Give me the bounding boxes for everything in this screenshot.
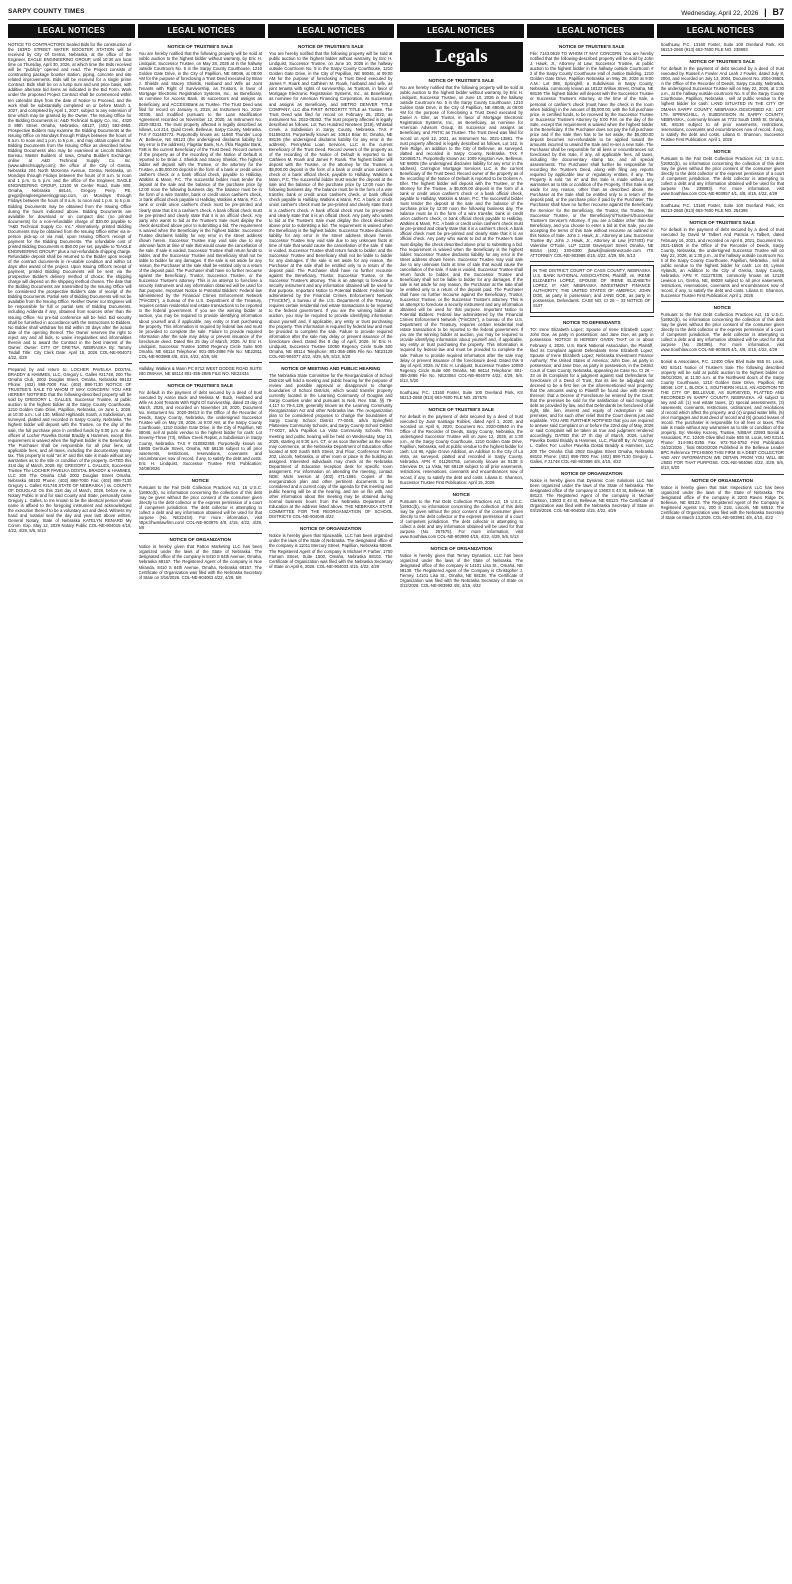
notice-text: Notice is hereby given that Patton Marketing LLC has been organized under the laws of the State of Nebraska. The designated office of the company is 8410 S 64th Avenue, Omaha, Nebraska 68157. The Registered Agent of the company is Noe Miranda, 8410 S 64th Avenue, Omaha, Nebraska 68157. The Certificate of Organization was filed with the Nebraska Secretary of State on 3/16/2026. COL-NE-904063 4/22, 4/29, 5/6 [138,544,262,580]
legal-notice [139,383,263,471]
notice-text: Prepared by and return to: LOCHER PAVELKA DOSTAL BRADDY & HAMMES, LLC, Gregory L. Galles #21748, 200 The Omaha Club, 2002 Douglas Street, Omaha, Nebraska 68102 Phone: (402) 898-7000 Fax: (402) 898-7130 NOTICE OF TRUSTEE'S SALE TO WHOM IT MAY CONCERN: YOU ARE HEREBY NOTIFIED that the following-described property will be sold by GREGORY L. GALLES, Successor Trustee, at public auction to the highest bidder at the Sarpy County Courthouse, 1210 Golden Gate Drive, Papillion, Nebraska, on June 1, 2026, at 10:30 a.m.: Lot 130, Millard Highlands South, a Subdivision, as surveyed, platted and recorded in Sarpy County, Nebraska. The highest bidder will deposit with the Trustee, on the day of the sale, the full purchase price in certified funds by 5:00 p.m. at the offices of Locher Pavelka Dostal Braddy & Hammes, except this requirement is waived when the highest bidder is the Beneficiary. The Purchaser shall be responsible for all prior liens, all applicable fees, and all taxes, including the documentary stamp tax. This property is sold "as is" and this sale is made without any warranties as to the title or condition of the property. DATED this 31st day of March, 2026. By: GREGORY L. GALLES, Successor Trustee The LOCHER PAVELKA DOSTAL BRADDY & HAMMES, LLC 200 The Omaha Club 2002 Douglas Street Omaha, Nebraska 68102 Phone: (402) 898-7000 Fax: (402) 898-7130 Gregory L. Galles #21748 STATE OF NEBRASKA ) ss. COUNTY OF DOUGLAS On this 31st day of March, 2026, before me, a Notary Public in and for said County and State, personally came Gregory L. Galles, to me known to be the identical person whose name is affixed to the foregoing instrument and acknowledged the execution thereof to be a voluntary act and deed. Witness my hand and notarial seal the day and year last above written. General Notary, State of Nebraska KATELYN RENARD My Comm. Exp. May 12, 2029 Notary Public COL-NE-904015 4/15, 4/22, 4/29, 5/6, 5/13 [8,366,132,534]
legal-notice [139,366,263,376]
legal-notice [661,359,785,470]
notice-text: SouthLaw, P.C. 13160 Foster, Suite 100 Overland Park, KS 66213-2660 (913) 663-7600 FILE NO. 257575 [399,389,523,400]
notice-heading: NOTICE OF TRUSTEE'S SALE [298,44,364,49]
notice-text: Bonial & Associates, P.C. 12400 Olive Blvd Suite 555 St. Louis, MO 63141 Notice of Trustee's Sale The following described property will be sold at public auction to the highest bidder on 06/01/2026, at 11:00 a.m. at the Northwest doors of the Sarpy County Courthouse, 1210 Golden Gate Drive, Papillion, NE 68046: LOT 1, BLOCK 1, SOUTHERN HILLS, AN ADDITION TO THE CITY OF BELLEVUE, AS SURVEYED, PLATTED AND RECORDED IN SARPY COUNTY, NEBRASKA. All subject to any and all: (1) real estate taxes, (2) special assessments, (3) easements, covenants, restrictions, ordinances, and resolutions of record which affect the property, and (4) unpaid water bills, (5) prior mortgages and trust deed of record and (6) ground leases of record. The purchaser is responsible for all fees or taxes. This sale is made without any warranties as to title or condition of the property. By: Wesley Kozeny, Trustee, NSBA# 22593 Bonial & Associates, P.C. 12400 Olive Blvd Suite 555 St. Louis, MO 63141 Phone: 314-991-0255 Fax: 972-764-5752 First Publication 04/22/2026 , final 05/20/2026 Published in the Bellevue Leader BPC Reference TPCHS000 THIS FIRM IS A DEBT COLLECTOR AND ANY INFORMATION WE OBTAIN FROM YOU WILL BE USED FOR THAT PURPOSE. COL-NE-904066 4/22, 4/29, 5/6, 5/13, 5/20 [660,359,784,471]
section-header: LEGAL NOTICES [657,24,784,38]
notice-text: Notice is hereby given that S&K Inspections LLC has been organized under the laws of the State of Nebraska. The designated office of the company is 2203 Raven Ridge Dr, Bellevue, NE 68123. The Registered Agent of the Company is Registered Agents Inc, 200 S 21st, Lincoln, NE 68510. The Certificate of Organization was filed with the Nebraska Secretary of State on March 13,2026. COL-NE-903991 4/8, 4/15, 4/22 [660,484,784,520]
legal-notice [269,44,393,359]
legal-notice [8,42,132,360]
notice-text: Notice is hereby given that Terney Dynamics, LLC has been organized under the laws of the State of Nebraska. The designated office of the company is 14101 Lisa St., Omaha, NE 68138. The Registered Agent of the Company is Christopher J. Tierney, 14101 Lisa St., Omaha, NE 68138. The Certificate of Organization was filed with the Nebraska Secretary of State on 3/12/2026. COL-NE-903992 4/8, 4/15, 4/22 [399,553,523,589]
notice-heading: NOTICE [191,477,209,483]
notice-heading: NOTICE OF TRUSTEE'S SALE [167,44,233,49]
legal-notice [530,265,654,313]
notice-divider [139,533,263,534]
notice-heading: NOTICE OF ORGANIZATION [300,526,362,532]
legal-notice [661,59,785,142]
section-header: LEGAL NOTICES [268,24,395,38]
notice-text: SouthLaw, P.C. 13160 Foster, Suite 100 Overland Park, KS 66213-2660 (913) 663-7600 FILE NO. 238993 [660,42,784,53]
notice-heading: NOTICE OF TRUSTEE'S SALE [689,220,755,226]
legals-banner: Legals [400,42,524,72]
notice-heading: NOTICE [713,148,731,154]
notice-divider [661,216,785,217]
notice-text: NOTICE TO CONTRACTORS Sealed Bids for the construction of the 183RD STREET WATER BOOSTER STATION will be received by City Of Gretna, Nebraska, at the office of the Engineer, EAGLE ENGINEERING GROUP, until 10:30 am local time on Thursday, April 30, 2026, at which time the Bids received will be "publicly" opened and read. The Project consists of constructing package booster station, piping, concrete and site related improvements. Bids will be received for a single prime Contract. Bids shall be on a lump sum and unit price basis, with additive alternate bid items as indicated in the Bid Form. Work under the proposed Project Contract shall be commenced within ten calendar days from the date of Notice to Proceed, and the work shall be substantially completed on or before March 1, 2027, and completed by April 1, 2027, subject to any extension of time which may be granted by the Owner. The Issuing Office for the Bidding Documents is: A&D Technical Supply Co. Inc., 4320 S 89th Street Omaha, Nebraska, 68127, (402) 592-4950. Prospective Bidders may examine the Bidding Documents at the Issuing Office on Mondays through Fridays between the hours of 8 a.m. to noon and 1 p.m. to 5 p.m., and may obtain copies of the Bidding Documents from the Issuing Office as described below. Bidding Documents also may be examined at Lincoln Builders Bureau, Master Builders of Iowa, Omaha Builders Exchange; online at A&D Technical Supply Co. Inc. (www.adtechsupply.com); the office of the City of Gretna, Nebraska 204 North McKenna Avenue, Gretna, Nebraska, on Mondays through Fridays between the hours of 8 a.m. to noon and 1 p.m. to 5 p.m. and the office of the Engineer, EAGLE ENGINEERING GROUP, 12100 W Center Road, Suite 800, Omaha, Nebraska 68144, Gregory Perry, PE, gregp@eagleengineeringgroup.com, on Mondays through Fridays between the hours of 8 a.m. to noon and 1 p.m. to 5 p.m. Bidding Documents may be obtained from the Issuing Office during the hours indicated above. Bidding Documents are available for download or on compact disc (no printed documents) for a non-refundable charge of $20.00 payable to "A&D Technical Supply Co. Inc." Alternatively, printed Bidding Documents may be obtained from the Issuing Office either via in-person pick-up or via mail, upon Issuing Office's receipt of payment for the Bidding Documents. The refundable cost of printed Bidding Documents is $50.00 per set, payable to "EAGLE ENGINEERING GROUP," plus a non-refundable shipping charge. Refundable deposit shall be returned to the Bidder upon receipt of the contract documents in re-usable condition and within 14 days after award of the project. Upon Issuing Office's receipt of payment, printed Bidding Documents will be sent via the prospective Bidder's delivery method of choice; the shipping charge will depend on the shipping method chosen. The date that the Bidding Documents are transmitted by the Issuing Office will be considered the prospective Bidder's date of receipt of the Bidding Documents. Partial sets of Bidding Documents will not be available from the Issuing Office. Neither Owner nor Engineer will be responsible for full or partial sets of Bidding Documents, including Addenda if any, obtained from sources other than the Issuing Office. No pre-bid conference will be held. Bid security shall be furnished in accordance with the Instructions to Bidders. No Bidder shall withdraw his Bid within 30 days after the actual date of the opening thereof. The Owner reserves the right to reject any and all bids, to waive irregularities and informalities therein and to award the Contract in the best interest of the Owner. Owner: CITY OF GRETNA, NEBRASKA By: Tammy Tisdall Title: City Clerk Date: April 15, 2026 COL-NE-904073 4/22, 4/29 [8,42,132,360]
notice-text: Pursuant to the Fair Debt Collection Practices Act, 15 U.S.C. §1692c(b), no information concerning the collection of this debt may be given without the prior consent of the consumer given directly to the debt collector or the express permission of a court of competent jurisdiction. The debt collector is attempting to collect a debt and any information obtained will be used for that purpose (No. 257575). For more information, visit www.Southlaw.com COL-NE-903990 4/15, 4/22, 4/29, 5/6, 5/13 [399,498,523,539]
notice-heading: NOTICE OF TRUSTEE'S SALE [428,78,494,83]
notice-text: You are hereby notified that the following property will be sold at public auction to the highest bidder without warranty, by Eric H. Lindquist, Successor Trustee, on June 10, 2026 in the hallway outside Courtroom No. 5 in the Sarpy County Courthouse, 1210 Golden Gate Drive, in the City of Papillion, NE 68046, at 09:00 AM for the purpose of foreclosing a Trust Deed executed by James F. Roark and Cathleen M. Roark, husband and wife, as joint tenants with rights of survivorship, as Trustors, in favor of Mortgage Electronic Registration Systems, Inc., as Beneficiary, as nominee for American Financing Corporation, its successors and assigns as Beneficiary, and METRO DENVER TITLE COMPANY, LLC dba FIRST INTEGRITY TITLE as Trustee. The Trust Deed was filed for record on February 25, 2022, as Instrument No. 2022-05362. The trust property affected is legally described as follows, Lot Two Hundred Nineteen (219), Whitetail Creek, a Subdivision in Sarpy County, Nebraska. TAX # 011594234. Purportedly known as: 10614 Briar St, Omaha, NE 68136 (the undersigned disclaims liability for any error in the address). PennyMac Loan Services, LLC is the current Beneficiary of the Trust Deed. Record owners of the property as of the recording of the Notice of Default is reported to be Cathleen M. Roark and James F. Roark. The highest bidder will deposit with the Trustee, or the attorney for the Trustee, a $5,000.00 deposit in the form of a bank or credit union cashier's check or a bank official check, payable to Halliday, Watkins & Mann, P.C. The successful bidder must tender the deposit at the sale and the balance of the purchase price by 12:00 noon the following business day. The balance must be in the form of a wire transfer, bank or credit union cashier's check, or bank official check payable to Halliday, Watkins & Mann, P.C. A bank or credit union cashier's check must be pre-printed and clearly state that it is a cashier's check. A bank official check must be pre-printed and clearly state that it is an official check. Any party who wants to bid at the Trustee's Sale must display the check described above prior to submitting a bid. The requirement is waived when the Beneficiary is the highest bidder. Successor Trustee disclaims liability for any error in the street address shown herein. Successor Trustee may void sale due to any unknown facts at time of sale that would cause the cancellation of the sale. If sale is voided, Successor Trustee shall return funds to bidder, and the Successor Trustee and Beneficiary shall not be liable to bidder for any damages. If the sale is set aside for any reason, the Purchaser at the sale shall be entitled only to a return of the deposit paid. The Purchaser shall have no further recourse against the Beneficiary, Trustor, Successor Trustee, or the Successor Trustee's attorney. This is an attempt to foreclose a security instrument and any information obtained will be used for that purpose. Important Notice to Potential Bidders: Federal law administered by the Financial Crimes Enforcement Network ("FinCEN"), a bureau of the U.S. Department of the Treasury, requires certain residential real estate transactions to be reported to the federal government. If you are the winning bidder at auction, you may be required to provide identifying information about yourself and, if applicable, any entity or trust purchasing the property. This information is required by federal law and must be provided to complete the sale. Failure to provide required information after the sale may delay or prevent issuance of the foreclosure deed. Dated this 8 day of April, 2026. /s/ Eric H. Lindquist, Successor Trustee 10050 Regency Circle Suite 500 Omaha, NE 68114 Telephone: 801-355-2886 File No. NE23129 COL-NE-904077 4/22, 4/29, 5/6, 5/13, 5/20 [269,51,393,359]
legal-notice [400,390,524,400]
notice-divider [530,316,654,317]
notice-heading: NOTICE OF TRUSTEE'S SALE [167,383,233,388]
section-header: LEGAL NOTICES [527,24,654,38]
notice-divider [530,261,654,262]
notice-heading: NOTICE [452,491,470,497]
notice-heading: NOTICE OF ORGANIZATION [430,546,492,552]
notice-text: Pursuant to the Fair Debt Collection Practices Act, 15 U.S.C. §1692c(b), no information concerning the collection of this debt may be given without the prior consent of the consumer given directly to the debt collector or the express permission of a court of competent jurisdiction. The debt collector is attempting to collect a debt and any information obtained will be used for that purpose (No. 238993). For more information, visit www.Southlaw.com COL-NE-903957 4/1, 4/8, 4/15, 4/22, 4/29 [660,155,784,197]
notice-text: Notice is hereby given that Spaceable, LLC has been organized under the laws of the State of Nebraska. The designated office of the company is 11011 Mercury Street, Papillion, Nebraska 68046. The Registered Agent of the company is Michael P. Farber, 1700 Farnam Street, Suite 1500, Omaha, Nebraska 68102. The Certificate of Organization was filed with the Nebraska Secretary of State on April 6, 2026. COL-NE-904033 4/15, 4/22, 4/29 [269,533,393,569]
legal-notice [661,42,785,52]
notice-divider [269,362,393,363]
section-header: LEGAL NOTICES [8,24,135,38]
legal-notice [530,44,654,258]
column-2 [139,42,263,1578]
legal-notice [661,220,785,298]
notice-text: For default in the payment of debt secured by a deed of trust executed by Juan Santiago Robles, dated April 1, 2020, and recorded on April 6, 2020, Document No. 2020-08540 in the Office of the Recorder of Deeds, Sarpy County, Nebraska, the undersigned Successor Trustee will on June 12, 2026, at 1:30 p.m., at the Sarpy County Courthouse, 1210 Golden Gate Drive, Papillion, Nebraska, sell at public vendue to the highest bidder for cash: Lot 96, Apple Grove Addition, an Addition to the City of La Vista, as surveyed, platted and recorded in Sarpy County, Nebraska. APN #: 011294755, commonly known as 9138 S Glenview Dr, La Vista, NE 68128 subject to all prior easements, restrictions, reservations, covenants and encumbrances now of record, if any, to satisfy the debt and costs. Liliana E. Shannon, Successor Trustee First Publication: April 15, 2026 [399,413,523,485]
masthead [8,6,784,20]
legal-notice [139,478,263,530]
legal-notice [400,492,524,539]
notice-divider [139,474,263,475]
legal-notice [139,44,263,359]
legal-notice [269,366,393,519]
notice-text: You are hereby notified that the following property will be sold at public auction to the highest bidder without warranty, by Eric H. Lindquist, Successor Trustee, on May 28, 2026 at in the hallway outside Courtroom No. 5 in the Sarpy County Courthouse, 1210 Golden Gate Drive, in the City of Papillion, NE 68046, at 08:00 AM for the purpose of foreclosing a Trust Deed executed by Brian J. Shields and Stacey Shields, Husband and Wife as Joint Tenants with Right of Survivorship, as Trustors, in favor of Mortgage Electronic Registration Systems, Inc., as Beneficiary, as nominee for Access Bank, its successors and assigns as Beneficiary, and ACCESSBank as Trustee. The Trust Deed was filed for record on January 4, 2018, as Instrument No. 2018-00336, and modified pursuant to the Loan Modification Agreement recorded on November 12, 2020, as Instrument No. 2020-38243. The trust property affected is legally described as follows, Lot 214, Quail Creek, Bellevue, Sarpy County, Nebraska. TAX # 011483772. Purportedly known as: 11660 Thunder Loop W, Bellevue, NE 68123 (the undersigned disclaims liability for any error in the address). Flagstar Bank, N.A. f/k/a Flagstar Bank, FSB is the current Beneficiary of the Trust Deed. Record owners of the property as of the recording of the Notice of Default is reported to be Brian J. Shields and Stacey Shields. The highest bidder will deposit with the Trustee, or the attorney for the Trustee, a $5,000.00 deposit in the form of a bank or credit union cashier's check or a bank official check, payable to Halliday, Watkins & Mann, P.C. The successful bidder must tender the deposit at the sale and the balance of the purchase price by 12:00 noon the following business day. The balance must be in the form of a wire transfer, bank or credit union cashier's check, or bank official check payable to Halliday, Watkins & Mann, P.C. A bank or credit union cashier's check must be pre-printed and clearly state that it is a cashier's check. A bank official check must be pre-printed and clearly state that it is an official check. Any party who wants to bid at the Trustee's Sale must display the check described above prior to submitting a bid. The requirement is waived when the Beneficiary is the highest bidder. Successor Trustee disclaims liability for any error in the street address shown herein. Successor Trustee may void sale due to any unknown facts at time of sale that would cause the cancellation of the sale. If sale is voided, Successor Trustee shall return funds to bidder, and the Successor Trustee and Beneficiary shall not be liable to bidder for any damages. If the sale is set aside for any reason, the Purchaser at the sale shall be entitled only to a return of the deposit paid. The Purchaser shall have no further recourse against the Beneficiary, Trustor, Successor Trustee, or the Successor Trustee's attorney. This is an attempt to foreclose a security instrument and any information obtained will be used for that purpose. Important Notice to Potential Bidders: Federal law administered by the Financial Crimes Enforcement Network ("FinCEN"), a bureau of the U.S. Department of the Treasury, requires certain residential real estate transactions to be reported to the federal government. If you are the winning bidder at auction, you may be required to provide identifying information about yourself and, if applicable, any entity or trust purchasing the property. This information is required by federal law and must be provided to complete the sale. Failure to provide required information after the sale may delay or prevent issuance of the foreclosure deed. Dated this 25 day of March, 2026. /s/ Eric H. Lindquist, Successor Trustee 10050 Regency Circle Suite 500 Omaha, NE 68114 Telephone: 801-355-2886 File No: NE22811 COL-NE-903988 4/8, 4/15, 4/22, 4/29, 5/6 [138,51,262,359]
notice-heading: NOTICE TO DEFENDANTS [562,320,621,326]
column-5 [530,42,654,1578]
notice-divider [139,379,263,380]
notice-divider [400,386,524,387]
notice-heading: NOTICE OF ORGANIZATION [691,477,753,483]
section-header: LEGAL NOTICES [397,24,524,38]
notice-text: File: 7143.0619 TO WHOM IT MAY CONCERN: You are hereby notified that the following-described property will be sold by John J. Hawk, Jr., Attorney at Law, Successor Trustee, at public auction to the highest bidder in the hallway outside Courtroom # 2 of the Sarpy County Courthouse Hall of Justice Building, 1210 Golden Gate Drive, Papillion Nebraska on May 28, 2026 at 9:00 A.M.: Lot 386, Springhill, a Subdivision in Sarpy County, Nebraska. commonly known as 18122 Willow Street, Omaha, NE 68136 The highest bidder will deposit with the Successor Trustee or Successor Trustee's Attorney, at the time of the Sale, a personal or cashier's check (must have the check in the room when bidding) in the amount of $5,000.00, with the full purchase price, in certified funds, to be received by the Successor Trustee or Successor Trustee's Attorney by 5:00 P.M. on the day of the Sale, except this requirement is waived when the highest bidder is the Beneficiary. If the Purchaser does not pay the full purchase price and if the Sale then has to be set aside, the $5,000.00 deposit becomes non-refundable to be applied toward the amounts incurred to unwind the Sale and re-set a new Sale. The Purchaser shall be responsible for all liens or encumbrances not foreclosed by this Sale, if any, all applicable fees, all taxes, including the documentary stamp tax, and all special assessments. The Purchaser shall further be responsible for recording the Trustee's Deed, along with filing any reports required by applicable law or regulatory entities, if any. The Property is sold "as is" and this Sale is made without any warranties as to title or condition of the Property. If this Sale is set aside for any reason, other than as described above, the Purchaser at the Sale shall be entitled only to a return of the deposit paid, or the purchase price if paid by the Purchaser. The Purchaser shall have no further recourse against the Beneficiary, the Servicer for the Beneficiary, the Trustor, the Trustee, the Successor Trustee, or the Beneficiary's/Trustee's/Successor Trustee's Servicer's Attorney. If you are a bidder other than the Beneficiary, and you choose to enter a bid at this Sale, you are accepting the terms of this Sale without recourse as outlined in this Notice of Sale. John J. Hawk, Jr., Attorney at Law, Successor Trustee By: John J. Hawk, Jr., Attorney at Law (#27403) For Valentine O'Toole, LLP 11240 Davenport Street Omaha, NE 68154 (402) 330-6300 jhawk@valentineotoole.com ITS ATTORNEY COL-NE-903986 4/15, 4/22, 4/29, 5/6, 5/13 [530,51,654,258]
legal-notice [530,320,654,463]
notice-divider [661,355,785,356]
notice-heading: NOTICE OF ORGANIZATION [561,470,623,476]
notice-divider [400,488,524,489]
notice-heading: NOTICE OF ORGANIZATION [169,537,231,543]
notice-heading: NOTICE OF TRUSTEE'S SALE [428,406,494,412]
legal-notice [400,407,524,485]
notice-divider [661,55,785,56]
legal-notice [400,78,524,383]
notice-divider [661,474,785,475]
notice-text: IN THE DISTRICT COURT OF CASS COUNTY, NEBRASKA U.S. BANK NATIONAL ASSOCIATION, Plaintiff, vs. IRENE ELIZABETH LOPEZ; SPOUSE OF IRENE ELIZABETH LOPEZ, IF ANY; NEBRASKA INVESTMENT FINANCE AUTHORITY; THE UNITED STATES OF AMERICA; JOHN DOE, as party in possession; and JANE DOE, as party in possession, Defendants. CASE NO. CI 26 -- 33 NOTICE OF SUIT [533,267,651,309]
notice-heading: NOTICE OF MEETING AND PUBLIC HEARING [281,365,381,371]
notice-divider [530,467,654,468]
notice-text: For default in the payment of debt secured by a deed of trust executed by David M Talbert And Patricia A Talbert, dated February 16, 2021, and recorded on April 8, 2021, Document No. 2021-15505 in the Office of the Recorder of Deeds, Sarpy County, Nebraska, the undersigned Successor Trustee will on May 22, 2026, at 1:30 p.m., at the hallway outside courtroom No. 5 of the Sarpy County Courthouse, Papillion, Nebraska , sell at public vendue to the highest bidder for cash: Lot 48, Lyman Hylands, an Addition to the City of Gretna, Sarpy County, Nebraska. APN #: 011279336, commonly known as 12128 Lewison Ln, Gretna, NE, 68028 subject to all prior easements, restrictions, reservations, covenants and encumbrances now of record, if any, to satisfy the debt and costs. Liliana E. Shannon, Successor Trustee First Publication: April 1, 2026 [660,227,784,299]
issue-date: Wednesday, April 22, 2026 [681,10,759,17]
notice-divider [661,301,785,302]
legal-notice [661,149,785,196]
notice-heading: NOTICE OF TRUSTEE'S SALE [559,44,625,49]
legal-notice [269,526,393,568]
notice-divider [139,362,263,363]
legal-notice [530,471,654,513]
notice-text: For default in the payment of debt secured by a deed of trust executed by Russell A Fowler And Leah J Fowler, dated July 8, 2004, and recorded on July 13, 2004, Document No. 2004-26501 in the Office of the Recorder of Deeds, Sarpy County, Nebraska, the undersigned Successor Trustee will on May 22, 2026, at 1:30 p.m., at the hallway outside courtroom No. 5 of the Sarpy County Courthouse, Papillion, Nebraska , sell at public vendue to the highest bidder for cash: LAND SITUATED IN THE CITY OF OMAHA SARPY COUNTY, NEBRASKA DESCRIBED AS:. LOT 179, SPRINGHILL, A SUBDIVISION IN SARPY COUNTY, NEBRASKA., commonly known as 7722 South 159th St, Omaha, NE, 68136 subject to all prior easements, restrictions, reservations, covenants and encumbrances now of record, if any, to satisfy the debt and costs. Liliana E. Shannon, Successor Trustee First Publication: April 1, 2026 [660,66,784,142]
legal-notice [139,537,263,579]
notice-text: For default in the payment of debt secured by a deed of trust executed by Aaron Buck and Melissa M. Buck, Husband and Wife As Joint Tenants With Right Of Survivorship, dated 23 day of March, 2026, and recorded on November 18, 2020, Document No. Instrument No. 2020-39413 in the Office of the Recorder of Deeds, Sarpy County, Nebraska, the undersigned Successor Trustee will on May 28, 2026, at 9:00 AM, at the Sarpy County Courthouse, 1210 Golden Gate Drive, in the City of Papillion, NE 68046, sell at public vendue to the highest bidder for cash: Lot Seventy-Three (73), Willow Creek Replat, a Subdivision in Sarpy County, Nebraska. TAX # 010882359. Purportedly known as 16805 Gertrude Street, Omaha, NE 68136 subject to all prior easements, restrictions, reservations, covenants and encumbrances now of record, if any, to satisfy the debt and costs. Eric H. Lindquist, Successor Trustee First Publication: 04/08/2026 [138,390,262,471]
column-3 [269,42,393,1578]
notice-divider [400,542,524,543]
publication-name: SARPY COUNTY TIMES [8,8,85,15]
notice-heading: NOTICE [713,305,731,311]
notice-divider [661,145,785,146]
legal-notice [400,546,524,588]
notice-text: TO: Irene Elizabeth Lopez; Spouse of Irene Elizabeth Lopez; John Doe, as party in possession; and Jane Doe, as party in possession. NOTICE IS HEREBY GIVEN THAT on or about February 4, 2026, U.S. Bank National Association, the Plaintiff, filed its Complaint against Defendants Irene Elizabeth Lopez; Spouse of Irene Elizabeth Lopez; Nebraska Investment Finance Authority; The United States of America; John Doe, as party in possession; and Jane Doe, as party in possession, in the District Court of Cass County, Nebraska, appearing as Case No. CI 26 -- 33 on its Complaint for a judgment against said Defendants for foreclosure of a Deed of Trust, that its lien be adjudged and decreed to be a first lien on the aforementioned real property; that the amounts owing to Plaintiff be found due with interest thereon; that a Decree of Foreclosure be entered by the Court; that the premises be sold for the satisfaction of said mortgage debt as provided by law, and that Defendants be foreclosed of all right, title, lien, interest and equity of redemption in said premises, and for such other relief that the Court deems just and equitable. YOU ARE FURTHER NOTIFIED that you are required to answer said Complaint on or before the 22nd day of May, 2026 or said Complaint will be taken as true and judgment rendered accordingly. DATED this 27 th day of March, 2026. Locher Pavelka Dostal Braddy & Hammes, LLC, Plaintiff By: /s/ Gregory L. Galles For: Locher Pavelka Dostal Braddy & Hammes, LLC 200 The Omaha Club 2002 Douglas Street Omaha, Nebraska 68102 Phone: (402) 898-7000 Fax: (402) 898-7130 Gregory L. Galles, # 21748 COL-NE-903996 4/8, 4/15, 4/22 [530,327,654,464]
notice-text: SouthLaw, P.C. 13160 Foster, Suite 100 Overland Park, KS 66213-2660 (913) 663-7600 FILE NO. 254395 [660,203,784,214]
notice-text: Pursuant to the Fair Debt Collection Practices Act, 15 U.S.C. §1692c(b), no information concerning the collection of this debt may be given without the prior consent of the consumer given directly to the debt collector or the express permission of a court of competent jurisdiction. The debt collector is attempting to collect a debt and any information obtained will be used for that purpose (No. NE22434). For more information, visit https://hwmlawfirm.com/ COL-NE-903976 4/8, 4/15, 4/22, 4/29, 5/6 [138,484,262,531]
section-headers [8,24,784,38]
notice-text: Pursuant to the Fair Debt Collection Practices Act, 15 U.S.C. §1692c(b), no information concerning the collection of this debt may be given without the prior consent of the consumer given directly to the debt collector or the express permission of a court of competent jurisdiction. The debt collector is attempting to collect a debt and any information obtained will be used for that purpose (No. 254395). For more information, visit www.Southlaw.com COL-NE-903926 4/1, 4/8, 4/15, 4/22, 4/29 [660,312,784,353]
notice-text: You are hereby notified that the following property will be sold at public auction to the highest bidder without warranty, by Eric H. Lindquist, Successor Trustee, on June 10, 2026 in the hallway outside Courtroom No. 5 in the Sarpy County Courthouse, 1210 Golden Gate Drive, in the City of Papillion, NE 68046, at 09:00 AM for the purpose of foreclosing a Trust Deed executed by Daniel A. Eller, as Trustor, in favor of Mortgage Electronic Registration Systems, Inc., as Beneficiary, as nominee for American Advisors Group, its successor and assigns as Beneficiary, and FNTIC as Trustee. The Trust Deed was filed for record on April 12, 2021, as Instrument No. 2021-13861. The trust property affected is legally described as follows, Lot 142, in Twin Ridge, an addition to the City of Bellevue, as surveyed, platted and recorded in Sarpy County, Nebraska. TAX # 010458171. Purportedly known as: 1009 Kingston Ave, Bellevue, NE 68005 (the undersigned disclaims liability for any error in the address). Carrington Mortgage Services LLC is the current Beneficiary of the Trust Deed. Record owner of the property as of the recording of the Notice of Default is reported to be Dolores A. Eller. The highest bidder will deposit with the Trustee, or the attorney for the Trustee, a $5,000.00 deposit in the form of a bank or credit union cashier's check or a bank official check, payable to Halliday, Watkins & Mann, P.C. The successful bidder must tender the deposit at the sale and the balance of the purchase price by 12:00 noon the following business day. The balance must be in the form of a wire transfer, bank or credit union cashier's check, or bank official check payable to Halliday, Watkins & Mann, P.C. A bank or credit union cashier's check must be pre-printed and clearly state that it is a cashier's check. A bank official check must be pre-printed and clearly state that it is an official check. Any party who wants to bid at the Trustee's Sale must display the check described above prior to submitting a bid. The requirement is waived when the Beneficiary is the highest bidder. Successor Trustee disclaims liability for any error in the street address shown herein. Successor Trustee may void sale due to any unknown facts at time of sale that would cause the cancellation of the sale. If sale is voided, Successor Trustee shall return funds to bidder, and the Successor Trustee and Beneficiary shall not be liable to bidder for any damages. If the sale is set aside for any reason, the Purchaser at the sale shall be entitled only to a return of the deposit paid. The Purchaser shall have no further recourse against the Beneficiary, Trustor, Successor Trustee, or the Successor Trustee's attorney. This is an attempt to foreclose a security instrument and any information obtained will be used for that purpose. Important Notice to Potential Bidders: Federal law administered by the Financial Crimes Enforcement Network ("FinCEN"), a bureau of the U.S. Department of the Treasury, requires certain residential real estate transactions to be reported to the federal government. If you are the winning bidder at auction, you may be required to provide identifying information about yourself and, if applicable, any entity or trust purchasing the property. This information is required by federal law and must be provided to complete the sale. Failure to provide required information after the sale may delay or prevent issuance of the foreclosure deed. Dated this 9 day of April, 2026. /s/ Eric H. Lindquist, Successor Trustee 10050 Regency Circle Suite 500 Omaha, NE 68114 Telephone: 801-355-2886 File No. NE23064 COL-NE-904079 4/22, 4/29, 5/6, 5/13, 5/20 [399,85,523,383]
legal-notice [661,203,785,213]
column-6 [661,42,785,1578]
columns [8,42,784,1578]
legal-notice [8,367,132,534]
page-number: B7 [772,7,784,17]
section-header: LEGAL NOTICES [138,24,265,38]
notice-heading: NOTICE OF TRUSTEE'S SALE [689,59,755,65]
column-4 [400,42,524,1578]
notice-text: Halliday, Watkins & Mann PC 8712 WEST DODGE ROAD SUITE 260 OMAHA, NE 68114 801-355-2886 FILE NO. NE22434 [138,365,262,376]
legal-notice [661,305,785,352]
issue-date-page: Wednesday, April 22, 2026 | B7 [681,7,784,17]
column-1 [8,42,132,1578]
legal-notice [661,478,785,520]
notice-divider [269,522,393,523]
notice-divider [661,199,785,200]
notice-text: Notice is hereby given that Dynamic Core Solutions LLC has been organized under the laws of the State of Nebraska. The designated office of the company is 13603 S 43 St, Bellevue, NE 68123. The Registered Agent of the company is Michael Clarkson, 13603 S 43 St, Bellevue, NE 68123. The Certificate of Organization was filed with the Nebraska Secretary of State on 03/19/2026. COL-NE-904032 4/15, 4/22, 4/29 [530,477,654,513]
notice-text: The Nebraska State Committee for the Reorganization of School Districts will hold a meeting and public hearing for the purpose of review and possible approval or disapproval to change boundaries of School Districts, which would transfer property currently located in the Learning Community of Douglas and Sarpy Counties under and pursuant to Neb. Rev. Stat. §§ 79-4,117 to 79-4,129, generally known as the Learning Community Reorganization Act and other Nebraska law. The reorganization plan to be considered proposes to change the boundaries of Sarpy County School District 77-0046, a/k/a Springfield Platteview Community Schools, and Sarpy County School District 77-0027, a/k/a Papillion La Vista Community Schools. This meeting and public hearing will be held on Wednesday, May 13, 2026, starting at 9:30 a.m. CT, or as soon thereafter as the same may commence, at the Nebraska Department of Education office located at 500 South 84th Street, 2nd Floor, Conference Room 202, Lincoln, Nebraska, or other room or place in the building as assigned. Interested individuals may check at the Nebraska Department of Education reception desk for specific room assignment. For information on attending the meeting, contact NDE: Micki Iverson at (402) 471-1594. Copies of the reorganization plan and other pertinent documents to be considered and a current copy of the agenda for this meeting and public hearing will be at the hearing, and are on file with, and other information about this meeting may be obtained during normal business hours from the Nebraska Department of Education at the address listed above. THE NEBRASKA STATE COMMITTEE FOR THE REORGANIZATION OF SCHOOL DISTRICTS COL-NE-904049 4/22 [269,372,393,520]
notice-divider [400,403,524,404]
notice-divider [8,363,132,364]
